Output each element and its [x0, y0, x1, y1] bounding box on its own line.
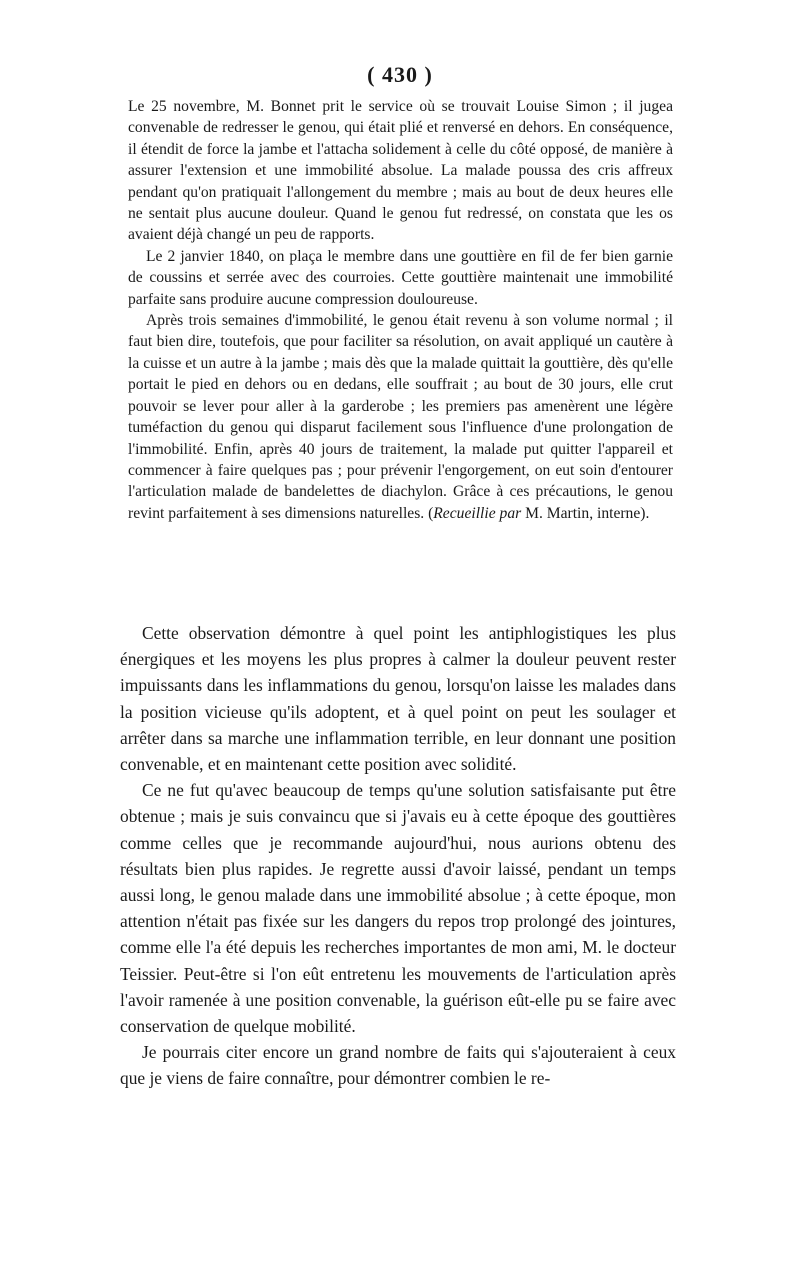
case-attribution-italic: Recueillie par	[433, 504, 522, 522]
page-number: ( 430 )	[367, 62, 433, 87]
case-report	[128, 96, 673, 524]
commentary-paragraph-2: Ce ne fut qu'avec beaucoup de temps qu'une solution satisfaisante put être obtenue ; mais je suis convaincu que si j'avais eu à cette époque des gouttières comme celles que je recommande aujourd'hui, nous aurions obtenu des résultats bien plus rapides. Je regrette aussi d'avoir laissé, pendant un temps aussi long, le genou malade dans une immobilité absolue ; à cette époque, mon attention n'était pas fixée sur les dangers du repos trop prolongé des jointures, comme elle l'a été depuis les recherches importantes de mon ami, M. le docteur Teissier. Peut-être si l'on eût entretenu les mouvements de l'articulation après l'avoir ramenée à une position convenable, la guérison eût-elle pu se faire avec conservation de quelque mobilité.	[120, 780, 676, 1037]
case-paragraph-3	[128, 310, 673, 524]
case-attribution-end: M. Martin, interne).	[521, 504, 650, 522]
case-paragraph-3-text: Après trois semaines d'immobilité, le genou était revenu à son volume normal ; il faut bien dire, toutefois, que pour faciliter sa résolution, on avait appliqué un cautère à la cuisse et un autre à la jambe ; mais dès que la malade quittait la gouttière, dès qu'elle portait le pied en dehors ou en dedans, elle souffrait ; au bout de 30 jours, elle crut pouvoir se lever pour aller à la garderobe ; les premiers pas amenèrent une légère tuméfaction du genou qui disparut facilement sous l'influence d'une prolongation de l'immobilité. Enfin, après 40 jours de traitement, la malade put quitter l'appareil et commencer à faire quelques pas ; pour prévenir l'engorgement, on eut soin d'entourer l'articulation malade de bandelettes de diachylon. Grâce à ces précautions, le genou revint parfaitement à ses dimensions naturelles. (	[128, 312, 673, 522]
case-paragraph-1: Le 25 novembre, M. Bonnet prit le service où se trouvait Louise Simon ; il jugea convenable de redresser le genou, qui était plié et renversé en dehors. En conséquence, il étendit de force la jambe et l'attacha solidement à celle du côté opposé, de manière à assurer l'extension et une immobilité absolue. La malade poussa des cris affreux pendant qu'on pratiquait l'allongement du membre ; mais au bout de deux heures elle ne sentait plus aucune douleur. Quand le genou fut redressé, on constata que les os avaient déjà changé un peu de rapports.	[128, 98, 673, 244]
commentary	[120, 620, 676, 1092]
case-paragraph-2: Le 2 janvier 1840, on plaça le membre dans une gouttière en fil de fer bien garnie de coussins et serrée avec des courroies. Cette gouttière maintenait une immobilité parfaite sans produire aucune compression douloureuse.	[128, 247, 673, 308]
commentary-paragraph-3: Je pourrais citer encore un grand nombre de faits qui s'ajouteraient à ceux que je viens de faire connaître, pour démontrer combien le re-	[120, 1042, 676, 1089]
commentary-paragraph-1: Cette observation démontre à quel point les antiphlogistiques les plus énergiques et les moyens les plus propres à calmer la douleur peuvent rester impuissants dans les inflammations du genou, lorsqu'on laisse les malades dans la position vicieuse qu'ils adoptent, et à quel point on peut les soulager et arrêter dans sa marche une inflammation terrible, en leur donnant une position convenable, et en maintenant cette position avec solidité.	[120, 623, 676, 775]
